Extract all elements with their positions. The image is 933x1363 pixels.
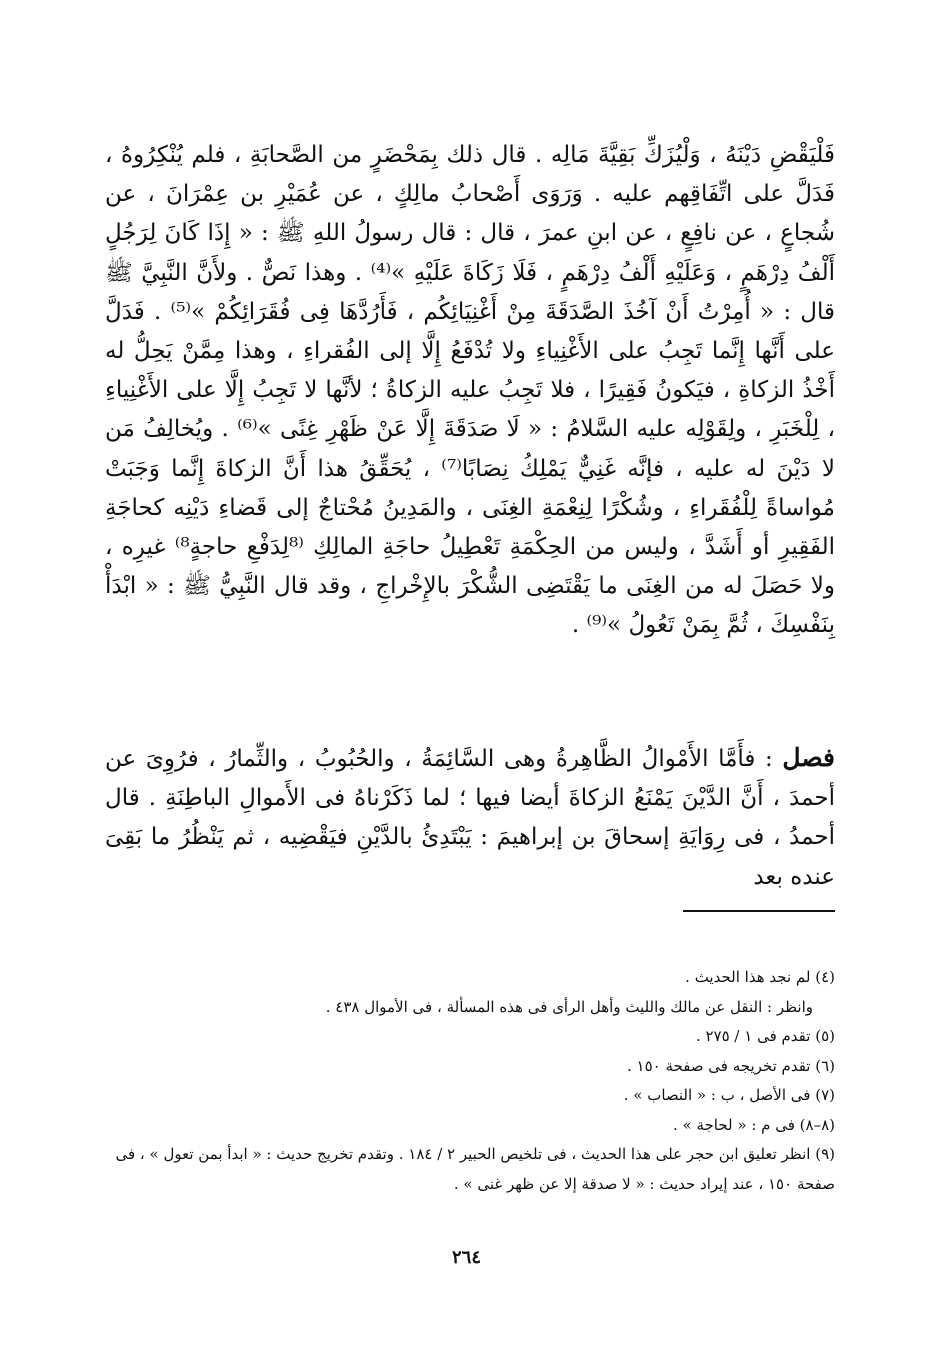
fasl-paragraph-text: : فأَمَّا الأَمْوالُ الظَّاهِرةُ وهى السَّائِمَةُ ، والحُبُوبُ ، والثِّمارُ ، فرُوِىَ عن أحمدَ ، أَنَّ الدَّيْنَ يَمْنَعُ الزكاةَ أيضا فيها ؛ لما ذَكَرْناهُ فى الأَموالِ الباطِنَةِ . قال أحمدُ ، فى رِوَايَةِ إسحاقَ بن إبراهيمَ : يَبْتَدِئُ بالدَّيْنِ فيَقْضِيه ، ثم يَنْظُرُ ما بَقِىَ عنده بعد bbox=[105, 746, 835, 890]
footnote-8: (٨–٨) فى م : « لحاجة » . bbox=[673, 1115, 835, 1134]
footnote-4-continuation: وانظر : النقل عن مالك والليث وأهل الرأى فى هذه المسألة ، فى الأموال ٤٣٨ . bbox=[325, 997, 813, 1016]
footnote-7: (٧) فى الأصل ، ب : « النصاب » . bbox=[623, 1086, 835, 1104]
footnotes bbox=[105, 963, 835, 1199]
footnote-9: (٩) انظر تعليق ابن حجر على هذا الحديث ، فى تلخيص الحبير ٢ / ١٨٤ . وتقدم تخريج حديث : « ابدأ بمن تعول » ، فى صفحة ١٥٠ ، عند إيراد حديث : « لا صدقة إلا عن ظهر غنى » . bbox=[115, 1145, 835, 1193]
section-heading-fasl: فصل bbox=[782, 743, 835, 772]
fasl-paragraph bbox=[105, 738, 835, 897]
main-paragraph: فَلْيَقْضِ دَيْنَهُ ، وَلْيُزَكِّ بَقِيَّةَ مَالِه . قال ذلك بِمَحْضَرٍ من الصَّحابَةِ ، فلم يُنْكِرُوهُ ، فَدَلَّ على اتِّفَاقِهم عليه . وَرَوَى أَصْحابُ مالِكٍ ، عن عُمَيْرِ بن عِمْرَانَ ، عن شُجاعٍ ، عن نافِعٍ ، عن ابنِ عمرَ ، قال : قال رسولُ اللهِ ﷺ : « إِذَا كَانَ لِرَجُلٍ أَلْفُ دِرْهَمٍ ، وَعَلَيْهِ أَلْفُ دِرْهَمٍ ، فَلَا زَكَاةَ عَلَيْهِ »⁽⁴⁾ . وهذا نَصٌّ . ولأَنَّ النَّبِيَّ ﷺ قال : « أُمِرْتُ أَنْ آخُذَ الصَّدَقَةَ مِنْ أَغْنِيَائِكُم ، فَأَرُدَّهَا فِى فُقَرَائِكُمْ »⁽⁵⁾ . فَدَلَّ على أَنَّها إِنَّما تَجِبُ على الأَغْنِياءِ ولا تُدْفَعُ إِلَّا إلى الفُقراءِ ، وهذا مِمَّنْ يَحِلُّ له أَخْذُ الزكاةِ ، فيَكونُ فَقِيرًا ، فلا تَجِبُ عليه الزكاةُ ؛ لأنَّها لا تَجِبُ إِلَّا على الأَغْنِياءِ ، لِلْخَبَرِ ، ولِقَوْلِه عليه السَّلامُ : « لَا صَدَقَةَ إِلَّا عَنْ ظَهْرِ غِنًى »⁽⁶⁾ . ويُخالِفُ مَن لا دَيْنَ له عليه ، فإنَّه غَنِيٌّ يَمْلِكُ نِصَابًا⁽⁷⁾ ، يُحَقِّقُ هذا أَنَّ الزكاةَ إِنَّما وَجَبَتْ مُواساةً لِلْفُقَراءِ ، وشُكْرًا لِنِعْمَةِ الغِنَى ، والمَدِينُ مُحْتاجٌ إلى قَضاءِ دَيْنِه كحاجَةِ الفَقِيرِ أو أَشَدَّ ، وليس من الحِكْمَةِ تَعْطِيلُ حاجَةِ المالِكِ ⁽⁸لِدَفْعِ حاجةٍ⁸⁾ غيرِه ، ولا حَصَلَ له من الغِنَى ما يَقْتَضِى الشُّكْرَ بالإِخْراجِ ، وقد قال النَّبِيُّ ﷺ : « ابْدَأْ بِنَفْسِكَ ، ثُمَّ بِمَنْ تَعُولُ »⁽⁹⁾ . bbox=[105, 142, 836, 639]
footnote-5: (٥) تقدم فى ١ / ٢٧٥ . bbox=[695, 1027, 835, 1045]
footnote-separator bbox=[683, 910, 835, 912]
page-number: ٢٦٤ bbox=[451, 1247, 481, 1268]
footnote-6: (٦) تقدم تخريجه فى صفحة ١٥٠ . bbox=[626, 1056, 835, 1075]
footnote-4: (٤) لم نجد هذا الحديث . bbox=[685, 968, 835, 986]
